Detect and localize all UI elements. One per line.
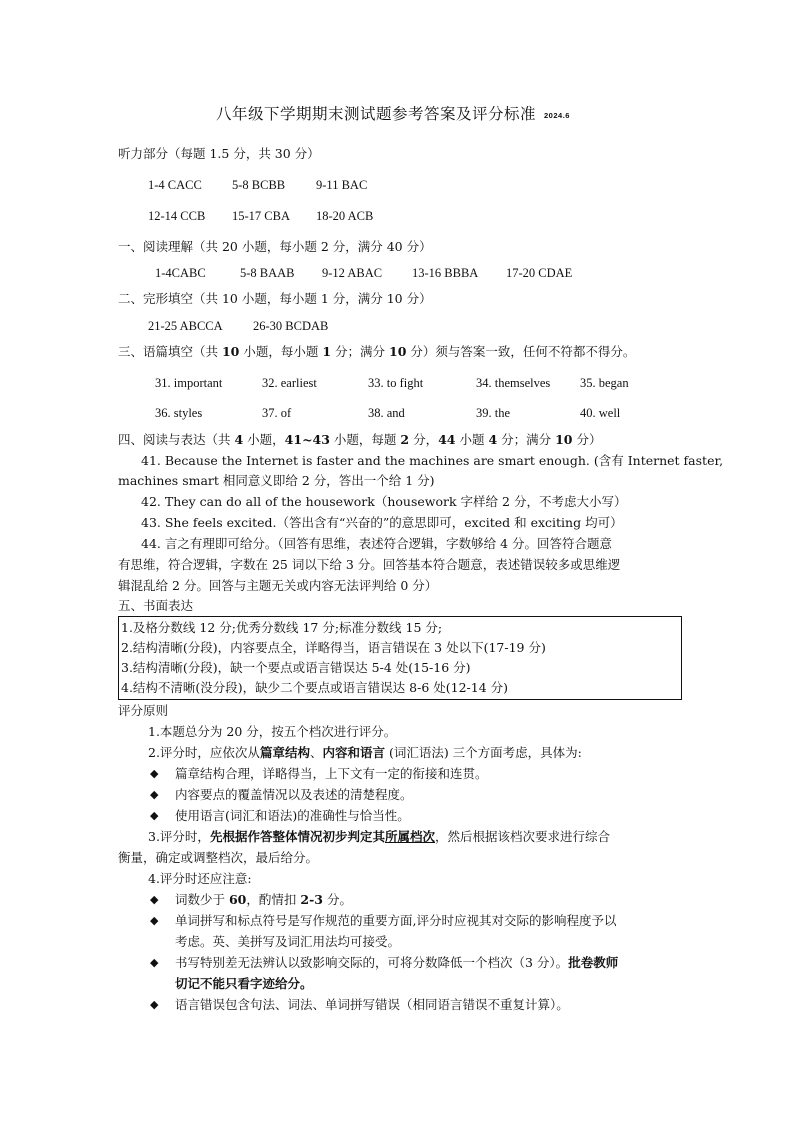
note-text: 书写特别差无法辨认以致影响交际的，可将分数降低一个档次（3 分）。 xyxy=(175,955,569,970)
re-q44: 44 xyxy=(438,432,456,447)
passage-fill-heading-text: 分）须与答案一致，任何不符都不得分。 xyxy=(406,344,636,359)
passage-fill-heading-text: 三、语篇填空（共 xyxy=(118,344,222,359)
bullet-structure: 篇章结构合理，详略得当，上下文有一定的衔接和连贯。 xyxy=(175,766,488,781)
re-heading-text: 分， xyxy=(409,432,439,447)
bullet-diamond-icon: ◆ xyxy=(150,893,159,906)
rubric-line-2: 2.结构清晰(分段)，内容要点全，详略得当，语言错误在 3 处以下(17-19 分) xyxy=(121,640,546,655)
principle-2-bold: 篇章结构 xyxy=(259,745,310,760)
re-heading-text: 小题 xyxy=(455,432,489,447)
principle-3-line1 xyxy=(148,829,610,845)
fill-answer-40: 40. well xyxy=(580,406,621,420)
listening-heading: 听力部分（每题 1.5 分，共 30 分） xyxy=(118,146,320,161)
passage-fill-heading-text: 分；满分 xyxy=(331,344,389,359)
cloze-answer-21-25: 21-25 ABCCA xyxy=(148,319,223,333)
fill-answer-36: 36. styles xyxy=(155,406,203,420)
principle-1: 1.本题总分为 20 分，按五个档次进行评分。 xyxy=(148,724,397,739)
note-text: ，酌情扣 xyxy=(246,892,301,907)
cloze-heading: 二、完形填空（共 10 小题，每小题 1 分，满分 10 分） xyxy=(118,291,432,306)
listening-answer-12-14: 12-14 CCB xyxy=(148,209,206,223)
passage-fill-heading xyxy=(118,344,635,360)
note-bold: 2-3 xyxy=(300,892,323,907)
title-main: 八年级下学期期末测试题参考答案及评分标准 xyxy=(216,105,537,123)
fill-answer-39: 39. the xyxy=(476,406,511,420)
listening-answer-1-4: 1-4 CACC xyxy=(148,178,202,192)
note-text: 词数少于 xyxy=(175,892,229,907)
rubric-line-1: 1.及格分数线 12 分;优秀分数线 17 分;标准分数线 15 分; xyxy=(121,620,443,635)
bullet-diamond-icon: ◆ xyxy=(150,998,159,1011)
re-range: 41~43 xyxy=(284,432,330,447)
principle-2-bold: 内容和语言 xyxy=(322,745,385,760)
title-date: 2024.6 xyxy=(544,111,570,120)
passage-fill-total: 10 xyxy=(389,344,407,359)
principle-3-bold: 先根据作答整体情况初步判定其 xyxy=(209,829,385,844)
note-handwriting-line1 xyxy=(175,955,618,971)
principle-3-line2: 衡量，确定或调整档次，最后给分。 xyxy=(118,850,319,865)
listening-answer-15-17: 15-17 CBA xyxy=(232,209,290,223)
fill-answer-31: 31. important xyxy=(155,376,223,390)
rubric-line-4: 4.结构不清晰(没分段)，缺少二个要点或语言错误达 8-6 处(12-14 分) xyxy=(121,680,509,695)
answer-41-line1: 41. Because the Internet is faster and the machines are smart enough. (含有 Internet faster, xyxy=(141,453,724,468)
principle-3-text: 3.评分时， xyxy=(148,829,210,844)
reading-answer-13-16: 13-16 BBBA xyxy=(412,266,479,280)
reading-heading: 一、阅读理解（共 20 小题，每小题 2 分，满分 40 分） xyxy=(118,239,432,254)
answer-44-line3: 辑混乱给 2 分。回答与主题无关或内容无法评判给 0 分） xyxy=(118,578,438,593)
note-spelling-line2: 考虑。英、美拼写及词汇用法均可接受。 xyxy=(175,934,401,949)
note-language-errors: 语言错误包含句法、词法、单词拼写错误（相同语言错误不重复计算）。 xyxy=(175,997,569,1012)
bullet-diamond-icon: ◆ xyxy=(150,767,159,780)
re-points-1: 2 xyxy=(400,432,410,447)
bullet-language: 使用语言(词汇和语法)的准确性与恰当性。 xyxy=(175,808,410,823)
principle-3-bold-underline: 所属档次 xyxy=(384,829,435,844)
principles-heading: 评分原则 xyxy=(118,703,169,718)
listening-answer-5-8: 5-8 BCBB xyxy=(232,178,286,192)
reading-answer-5-8: 5-8 BAAB xyxy=(240,266,295,280)
bullet-diamond-icon: ◆ xyxy=(150,809,159,822)
note-spelling-line1: 单词拼写和标点符号是写作规范的重要方面,评分时应视其对交际的影响程度予以 xyxy=(175,913,617,928)
re-heading-text: 分；满分 xyxy=(497,432,556,447)
re-count: 4 xyxy=(234,432,244,447)
note-text: 分。 xyxy=(322,892,352,907)
principle-2-text: 2.评分时，应依次从 xyxy=(148,745,260,760)
note-word-count xyxy=(175,892,352,908)
note-bold: 批卷教师 xyxy=(568,955,619,970)
principle-4: 4.评分时还应注意: xyxy=(148,871,252,886)
note-handwriting-line2: 切记不能只看字迹给分。 xyxy=(175,976,313,991)
fill-answer-33: 33. to fight xyxy=(368,376,424,390)
writing-rubric-box xyxy=(118,616,682,700)
fill-answer-35: 35. began xyxy=(580,376,629,390)
principle-3-text: ，然后根据该档次要求进行综合 xyxy=(434,829,610,844)
re-total: 10 xyxy=(555,432,573,447)
bullet-diamond-icon: ◆ xyxy=(150,914,159,927)
page-title xyxy=(216,106,570,124)
reading-expression-heading xyxy=(118,432,601,448)
principle-2 xyxy=(148,745,582,761)
fill-answer-32: 32. earliest xyxy=(262,376,317,390)
fill-answer-38: 38. and xyxy=(368,406,405,420)
note-bold: 60 xyxy=(228,892,247,907)
fill-answer-34: 34. themselves xyxy=(476,376,551,390)
principle-2-text: 、 xyxy=(309,745,323,760)
bullet-diamond-icon: ◆ xyxy=(150,956,159,969)
passage-fill-heading-text: 小题，每小题 xyxy=(239,344,323,359)
bullet-content: 内容要点的覆盖情况以及表述的清楚程度。 xyxy=(175,787,413,802)
re-heading-text: 小题，每题 xyxy=(329,432,401,447)
rubric-line-3: 3.结构清晰(分段)，缺一个要点或语言错误达 5-4 处(15-16 分) xyxy=(121,660,471,675)
answer-42: 42. They can do all of the housework（housework 字样给 2 分，不考虑大小写） xyxy=(141,494,627,509)
principle-2-text: (词汇语法) 三个方面考虑，具体为: xyxy=(384,745,582,760)
reading-answer-17-20: 17-20 CDAE xyxy=(506,266,573,280)
writing-heading: 五、书面表达 xyxy=(118,598,194,613)
re-heading-text: 分） xyxy=(572,432,602,447)
reading-answer-1-4: 1-4CABC xyxy=(155,266,206,280)
cloze-answer-26-30: 26-30 BCDAB xyxy=(253,319,329,333)
passage-fill-count: 10 xyxy=(221,344,240,359)
re-heading-text: 小题， xyxy=(243,432,285,447)
re-heading-text: 四、阅读与表达（共 xyxy=(118,432,235,447)
re-points-2: 4 xyxy=(488,432,498,447)
listening-answer-18-20: 18-20 ACB xyxy=(316,209,374,223)
passage-fill-points: 1 xyxy=(322,344,332,359)
answer-41-line2: machines smart 相同意义即给 2 分，答出一个给 1 分) xyxy=(118,473,435,488)
answer-44-line2: 有思维，符合逻辑，字数在 25 词以下给 3 分。回答基本符合题意，表述错误较多或思维逻 xyxy=(118,557,621,572)
reading-answer-9-12: 9-12 ABAC xyxy=(322,266,383,280)
answer-43: 43. She feels excited.（答出含有“兴奋的”的意思即可，excited 和 exciting 均可） xyxy=(141,515,623,530)
answer-44-line1: 44. 言之有理即可给分。（回答有思维，表述符合逻辑，字数够给 4 分。回答符合题意 xyxy=(141,536,613,551)
listening-answer-9-11: 9-11 BAC xyxy=(316,178,368,192)
bullet-diamond-icon: ◆ xyxy=(150,788,159,801)
fill-answer-37: 37. of xyxy=(262,406,292,420)
